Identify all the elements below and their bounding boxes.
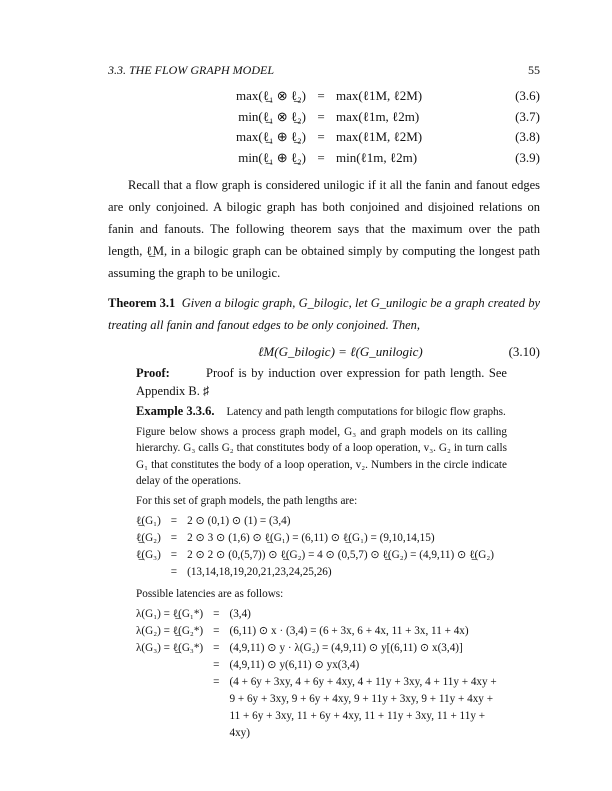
example-description — [136, 424, 507, 490]
theorem-text: Given a bilogic graph, G_bilogic, let G_unilogic be a graph created by treating — [108, 296, 541, 332]
eq-sign: = — [213, 658, 220, 671]
equation-row — [136, 513, 494, 530]
equation-rhs: min(ℓ1m, ℓ2m) — [336, 149, 418, 165]
eq-rhs: 2 ⊙ (0,1) ⊙ (1) = (3,4) — [187, 514, 291, 527]
equals-sign: = — [317, 129, 325, 144]
example-text: hierarchy. G₃ calls G₂ that constitutes body of a loop operation, v₃. G₂ in turn — [136, 442, 484, 454]
eq-sign: = — [213, 641, 220, 654]
equation-rhs: max(ℓ1M, ℓ2M) — [336, 129, 423, 144]
eq-sign: = — [170, 548, 178, 561]
equation-lhs: min(ℓ̲₁ ⊗ ℓ̲₂) — [238, 108, 306, 124]
equation-row — [136, 564, 494, 581]
theorem-label: Theorem 3.1 — [108, 296, 176, 310]
equation-row — [136, 640, 507, 657]
equation-row — [136, 674, 507, 691]
eq-rhs: (6,11) ⊙ x · (3,4) = (6 + 3x, 6 + 4x, 11 + 3x, 11 + 4x) — [229, 624, 469, 637]
equation-number: (3.8) — [515, 129, 540, 144]
page-header — [108, 62, 540, 78]
example-text: For this set of graph models, the path lengths are: — [136, 494, 358, 507]
eq-rhs: (13,14,18,19,20,21,23,24,25,26) — [187, 565, 332, 578]
example-text: calls G₁ that constitutes the body of a loop operation, v₂. Numbers in the circle — [136, 442, 508, 471]
proof-label: Proof: — [136, 366, 170, 380]
eq-sign: = — [213, 607, 220, 620]
eq-rhs: 2 ⊙ 3 ⊙ (1,6) ⊙ ℓ̲(G₁) = (6,11) ⊙ ℓ̲(G₁) = (9,10,14,15) — [187, 531, 435, 544]
eq-rhs: (4,9,11) ⊙ y(6,11) ⊙ yx(3,4) — [229, 658, 360, 671]
proof-text: Appendix B. ♯ — [136, 384, 210, 398]
equation-lhs: min(ℓ̲₁ ⊕ ℓ̲₂) — [238, 149, 306, 165]
eq-rhs: (4,9,11) ⊙ y · λ(G₂) = (4,9,11) ⊙ y[(6,11) ⊙ x(3,4)] — [229, 641, 463, 654]
eq-sign — [203, 708, 229, 742]
running-title: 3.3. THE FLOW GRAPH MODEL — [108, 63, 274, 77]
theorem-3-1 — [108, 292, 540, 336]
eq-sign: = — [170, 531, 178, 544]
equation-number: (3.9) — [515, 149, 540, 165]
eq-lhs: λ(G₁) = ℓ̲(G₁*) — [136, 607, 204, 620]
eq-rhs: (3,4) — [229, 607, 251, 620]
paragraph-line: Recall that a flow graph is considered unilogic if it all the fanin and fanout edges are — [108, 178, 540, 214]
equation-row — [136, 606, 507, 623]
eq-lhs: ℓ̲(G₃) — [136, 548, 161, 561]
paragraph-line: only conjoined. A bilogic graph has both conjoined and disjoined relations on fanin and — [108, 200, 540, 236]
equation-rhs: max(ℓ1M, ℓ2M) — [336, 88, 423, 103]
equation-3-10 — [108, 342, 540, 362]
equation-3-8 — [108, 127, 540, 148]
equation-3-9 — [108, 148, 540, 169]
equation-row — [136, 657, 507, 674]
eq-lhs — [136, 708, 203, 742]
equation-row — [136, 691, 507, 708]
body-paragraph — [108, 174, 540, 284]
example-3-3-6 — [136, 403, 507, 421]
equation-row — [136, 623, 507, 640]
equals-sign: = — [317, 149, 325, 165]
example-text: Possible latencies are as follows: — [136, 587, 284, 600]
equation-3-6 — [108, 86, 540, 107]
eq-sign — [203, 691, 229, 708]
example-label: Example 3.3.6. — [136, 404, 215, 418]
equals-sign: = — [317, 108, 325, 124]
equation-lhs: max(ℓ̲₁ ⊕ ℓ̲₂) — [236, 129, 306, 144]
latency-equations — [136, 606, 507, 742]
eq-lhs — [136, 657, 203, 674]
equation-row — [136, 547, 494, 564]
equation-number: (3.7) — [515, 108, 540, 124]
theorem-text: all fanin and fanout edges to be only conjoined. Then, — [150, 318, 421, 332]
proof — [136, 364, 507, 400]
equation-3-7 — [108, 107, 540, 128]
eq-lhs — [136, 674, 203, 691]
eq-lhs — [136, 564, 161, 581]
example-caption: Latency and path length computations for bilogic flow graphs. — [226, 406, 506, 418]
paragraph-line: to be unilogic. — [208, 266, 281, 280]
eq-rhs: 9 + 6y + 3xy, 9 + 6y + 4xy, 9 + 11y + 3xy, 9 + 11y + 4xy + — [229, 692, 494, 705]
equation-row — [136, 530, 494, 547]
eq-rhs: 11 + 6y + 3xy, 11 + 6y + 4xy, 11 + 11y + 3xy, 11 + 11y + 4xy) — [229, 709, 486, 739]
equation-row — [136, 708, 507, 742]
example-text: indicate delay of the operations. — [136, 458, 508, 487]
equation-number: (3.10) — [508, 344, 540, 359]
proof-and-example — [136, 364, 507, 742]
equation-rhs: max(ℓ1m, ℓ2m) — [336, 108, 420, 124]
eq-rhs: (4 + 6y + 3xy, 4 + 6y + 4xy, 4 + 11y + 3xy, 4 + 11y + 4xy + — [229, 675, 497, 688]
eq-lhs: ℓ̲(G₂) — [136, 531, 161, 544]
equation-block-3-6-to-3-9 — [108, 86, 540, 168]
eq-lhs: λ(G₂) = ℓ̲(G₂*) — [136, 624, 204, 637]
path-length-equations — [136, 513, 494, 581]
eq-sign: = — [170, 565, 178, 578]
equation-body: ℓM(G_bilogic) = ℓ(G_unilogic) — [258, 344, 423, 359]
paragraph-line: fanouts. The following theorem says that the maximum over the path length, ℓ̲M, in a — [108, 222, 541, 258]
equals-sign: = — [317, 88, 325, 103]
eq-lhs: ℓ̲(G₁) — [136, 514, 161, 527]
page-number: 55 — [528, 63, 540, 77]
eq-lhs — [136, 691, 203, 708]
eq-sign: = — [170, 514, 178, 527]
eq-sign: = — [213, 624, 220, 637]
proof-text: Proof is by induction over expression for path length. See — [206, 366, 507, 380]
equation-lhs: max(ℓ̲₁ ⊗ ℓ̲₂) — [236, 88, 306, 103]
equation-number: (3.6) — [515, 88, 540, 103]
paragraph-line: bilogic graph can be obtained simply by computing the longest path assuming the graph — [108, 244, 541, 280]
eq-rhs: 2 ⊙ 2 ⊙ (0,(5,7)) ⊙ ℓ̲(G₂) = 4 ⊙ (0,5,7) ⊙ ℓ̲(G₂) = (4,9,11) ⊙ ℓ̲(G₂) — [187, 548, 494, 561]
eq-sign: = — [213, 675, 220, 688]
eq-lhs: λ(G₃) = ℓ̲(G₃*) — [136, 641, 204, 654]
example-text: Figure below shows a process graph model, G₃ and graph models on its calling — [136, 425, 507, 438]
